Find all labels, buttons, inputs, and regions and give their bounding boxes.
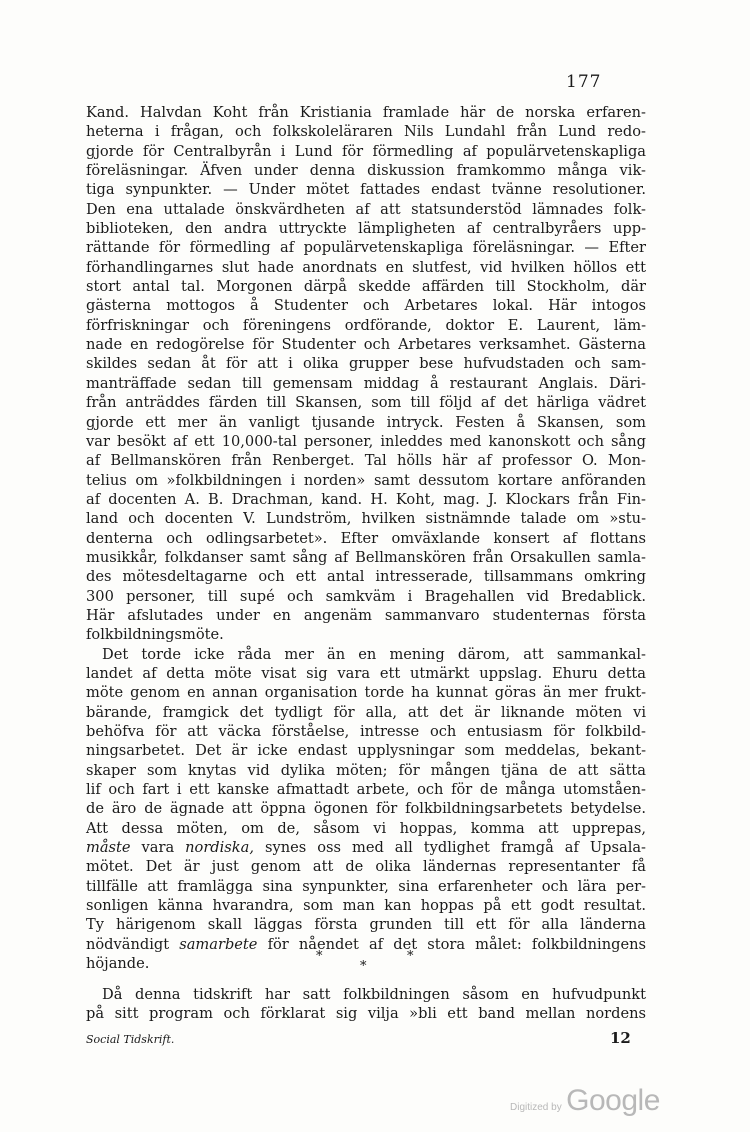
text-line: de äro de ägnade att öppna ögonen för folkbildningsarbetets betydelse. — [86, 800, 646, 818]
text-run: för nåendet af det stora målet: folkbildningens — [257, 935, 646, 953]
sheet-number: 12 — [610, 1029, 631, 1047]
text-line: bärande, framgick det tydligt för alla, att det är liknande möten vi — [86, 703, 646, 721]
text-line: denterna och odlingsarbetet». Efter omväxlande konsert af flottans — [86, 529, 646, 547]
section-separator — [300, 947, 430, 977]
text-line: des mötesdeltagarne och ett antal intresserade, tillsammans omkring — [86, 568, 646, 586]
text-line: lif och fart i ett kanske afmattadt arbete, och för de många utomståen- — [86, 781, 646, 799]
journal-title: Social Tidskrift. — [86, 1033, 175, 1046]
emphasis: måste — [86, 839, 131, 857]
text-line: nade en redogörelse för Studenter och Arbetares verksamhet. Gästerna — [86, 336, 646, 354]
asterisk: * — [407, 949, 414, 964]
text-line: Då denna tidskrift har satt folkbildningen såsom en hufvudpunkt — [102, 986, 646, 1003]
text-line: heterna i frågan, och folkskoleläraren Nils Lundahl från Lund redo- — [86, 123, 646, 141]
text-line: musikkår, folkdanser samt sång af Bellmanskören från Orsakullen samla- — [86, 548, 646, 566]
text-line: telius om »folkbildningen i norden» samt dessutom kortare anföranden — [86, 471, 646, 489]
digitized-watermark — [510, 1084, 660, 1118]
text-line: stort antal tal. Morgonen därpå skedde affärden till Stockholm, där — [86, 278, 646, 296]
text-line: var besökt af ett 10,000-tal personer, inleddes med kanonskott och sång — [86, 432, 646, 450]
body-text-continued — [86, 985, 646, 1024]
text-line: rättande för förmedling af populärvetenskapliga föreläsningar. — Efter — [86, 239, 646, 257]
text-line: af docenten A. B. Drachman, kand. H. Koht, mag. J. Klockars från Fin- — [86, 490, 646, 508]
text-line: möte genom en annan organisation torde ha kunnat göras än mer frukt- — [86, 684, 646, 702]
text-line: biblioteken, den andra uttryckte lämpligheten af centralbyråers upp- — [86, 220, 646, 238]
text-line: gästerna mottogos å Studenter och Arbetares lokal. Här intogos — [86, 297, 646, 315]
text-line: på sitt program och förklarat sig vilja »bli ett band mellan nordens — [86, 1005, 646, 1023]
text-line: af Bellmanskören från Renberget. Tal hölls här af professor O. Mon- — [86, 452, 646, 470]
text-line: Ty härigenom skall läggas första grunden till ett för alla länderna — [86, 916, 646, 934]
text-line: förfriskningar och föreningens ordförande, doktor E. Laurent, läm- — [86, 316, 646, 334]
text-line: Att dessa möten, om de, såsom vi hoppas, komma att upprepas, — [86, 819, 646, 837]
text-line: folkbildningsmöte. — [86, 626, 224, 644]
text-line: behöfva för att väcka förståelse, intresse och entusiasm för folkbild- — [86, 723, 646, 740]
watermark-prefix: Digitized by — [510, 1102, 562, 1113]
asterisk: * — [316, 949, 323, 964]
text-line: manträffade sedan till gemensam middag å restaurant Anglais. Däri- — [86, 374, 646, 392]
text-line: mötet. Det är just genom att de olika ländernas representanter få — [86, 858, 646, 876]
text-line: gjorde för Centralbyrån i Lund för förmedling af populärvetenskapliga — [86, 142, 646, 160]
text-line: landet af detta möte visat sig vara ett utmärkt uppslag. Ehuru detta — [86, 664, 646, 682]
text-line: från anträddes färden till Skansen, som till följd af det härliga vädret — [86, 394, 646, 412]
text-line: Den ena uttalade önskvärdheten af att statsunderstöd lämnades folk- — [86, 200, 646, 218]
google-logo: Google — [566, 1084, 660, 1117]
text-line: land och docenten V. Lundström, hvilken sistnämnde talade om »stu- — [86, 510, 646, 528]
page-number: 177 — [566, 72, 602, 92]
emphasis: nordiska, — [185, 839, 254, 857]
text-line: ningsarbetet. Det är icke endast upplysningar som meddelas, bekant- — [86, 742, 646, 760]
text-line: sonligen känna hvarandra, som man kan hoppas på ett godt resultat. — [86, 897, 646, 915]
text-line: Kand. Halvdan Koht från Kristiania framlade här de norska erfaren- — [86, 104, 646, 121]
text-line: Det torde icke råda mer än en mening därom, att sammankal- — [102, 645, 646, 663]
emphasis: samarbete — [179, 935, 258, 953]
text-line: höjande. — [86, 955, 150, 973]
text-line: skaper som knytas vid dylika möten; för mången tjäna de att sätta — [86, 761, 646, 779]
text-line: 300 personer, till supé och samkväm i Bragehallen vid Bredablick. — [86, 587, 646, 605]
text-line: tillfälle att framlägga sina synpunkter, sina erfarenheter och lära per- — [86, 877, 646, 895]
text-line: Här afslutades under en angenäm sammanvaro studenternas första — [86, 606, 646, 624]
text-line: gjorde ett mer än vanligt tjusande intryck. Festen å Skansen, som — [86, 413, 646, 431]
body-text — [86, 103, 646, 973]
text-line: föreläsningar. Äfven under denna diskussion framkommo många vik- — [86, 162, 646, 180]
text-run: synes oss med all tydlighet framgå af Upsala- — [253, 839, 646, 857]
text-line: tiga synpunkter. — Under mötet fattades endast tvänne resolutioner. — [86, 181, 646, 199]
text-line — [86, 838, 646, 857]
text-run: nödvändigt — [86, 935, 180, 953]
text-line: förhandlingarnes slut hade anordnats en slutfest, vid hvilken höllos ett — [86, 258, 646, 276]
asterisk: * — [360, 959, 367, 974]
text-line: skildes sedan åt för att i olika grupper bese hufvudstaden och sam- — [86, 355, 646, 373]
text-run: vara — [130, 839, 186, 857]
